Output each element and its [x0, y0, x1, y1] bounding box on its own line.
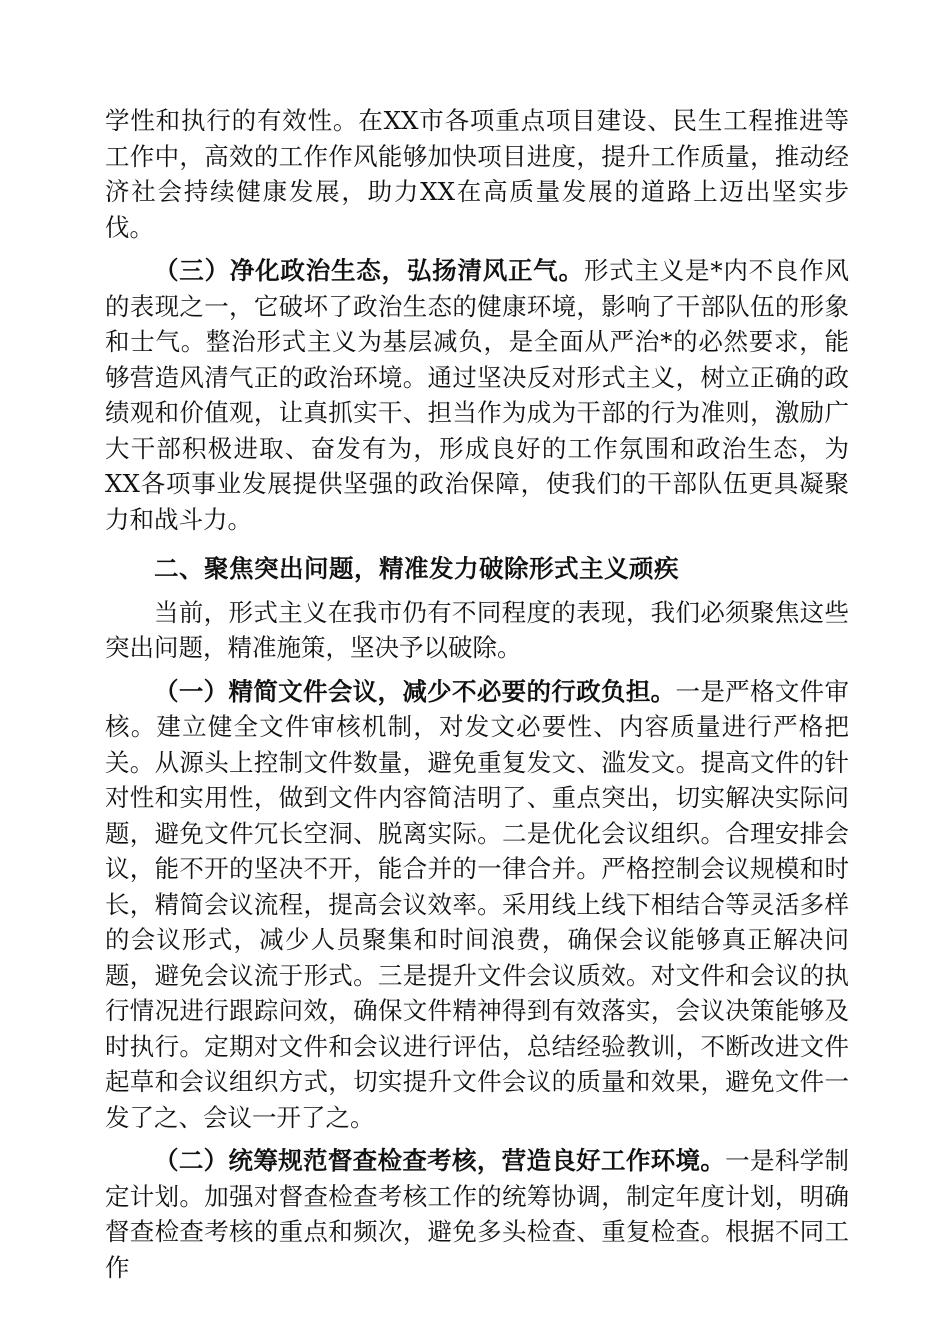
- paragraph-text: 学性和执行的有效性。在XX市各项重点项目建设、民生工程推进等工作中，高效的工作作风能够加快项目进度，提升工作质量，推动经济社会持续健康发展，助力XX在高质量发展的道路上迈出坚实步伐。: [105, 106, 849, 242]
- paragraph-text: 当前，形式主义在我市仍有不同程度的表现，我们必须聚焦这些突出问题，精准施策，坚决予以破除。: [105, 597, 849, 662]
- paragraph-section-3: [105, 253, 849, 537]
- paragraph-text: 一是严格文件审核。建立健全文件审核机制，对发文必要性、内容质量进行严格把关。从源头上控制文件数量，避免重复发文、滥发文。提高文件的针对性和实用性，做到文件内容简洁明了、重点突出，切实解决实际问题，避免文件冗长空洞、脱离实际。二是优化会议组织。合理安排会议，能不开的坚决不开，能合并的一律合并。严格控制会议规模和时长，精简会议流程，提高会议效率。采用线上线下相结合等灵活多样的会议形式，减少人员聚集和时间浪费，确保会议能够真正解决问题，避免会议流于形式。三是提升文件会议质效。对文件和会议的执行情况进行跟踪问效，确保文件精神得到有效落实，会议决策能够及时执行。定期对文件和会议进行评估，总结经验教训，不断改进文件起草和会议组织方式，切实提升文件会议的质量和效果，避免文件一发了之、会议一开了之。: [105, 676, 849, 1132]
- paragraph-intro: [105, 595, 849, 666]
- paragraph-section-2: [105, 1143, 849, 1285]
- section-heading-2: 二、聚焦突出问题，精准发力破除形式主义顽疾: [154, 554, 679, 583]
- paragraph-lead-heading: （三）净化政治生态，弘扬清风正气。: [154, 256, 584, 285]
- paragraph-text: 形式主义是*内不良作风的表现之一，它破坏了政治生态的健康环境，影响了干部队伍的形象和士气。整治形式主义为基层减负，是全面从严治*的必然要求，能够营造风清气正的政治环境。通过坚决反对形式主义，树立正确的政绩观和价值观，让真抓实干、担当作为成为干部的行为准则，激励广大干部积极进取、奋发有为，形成良好的工作氛围和政治生态，为XX各项事业发展提供坚强的政治保障，使我们的干部队伍更具凝聚力和战斗力。: [105, 256, 850, 534]
- paragraph-continuation: [105, 103, 849, 245]
- paragraph-lead-heading: （二）统筹规范督查检查考核，营造良好工作环境。: [154, 1146, 726, 1175]
- paragraph-text: 一是科学制定计划。加强对督查检查考核工作的统筹协调，制定年度计划，明确督查检查考核的重点和频次，避免多头检查、重复检查。根据不同工作: [105, 1146, 850, 1282]
- paragraph-lead-heading: （一）精简文件会议，减少不必要的行政负担。: [154, 676, 676, 706]
- document-page: [105, 103, 849, 1285]
- paragraph-section-1: [105, 674, 849, 1136]
